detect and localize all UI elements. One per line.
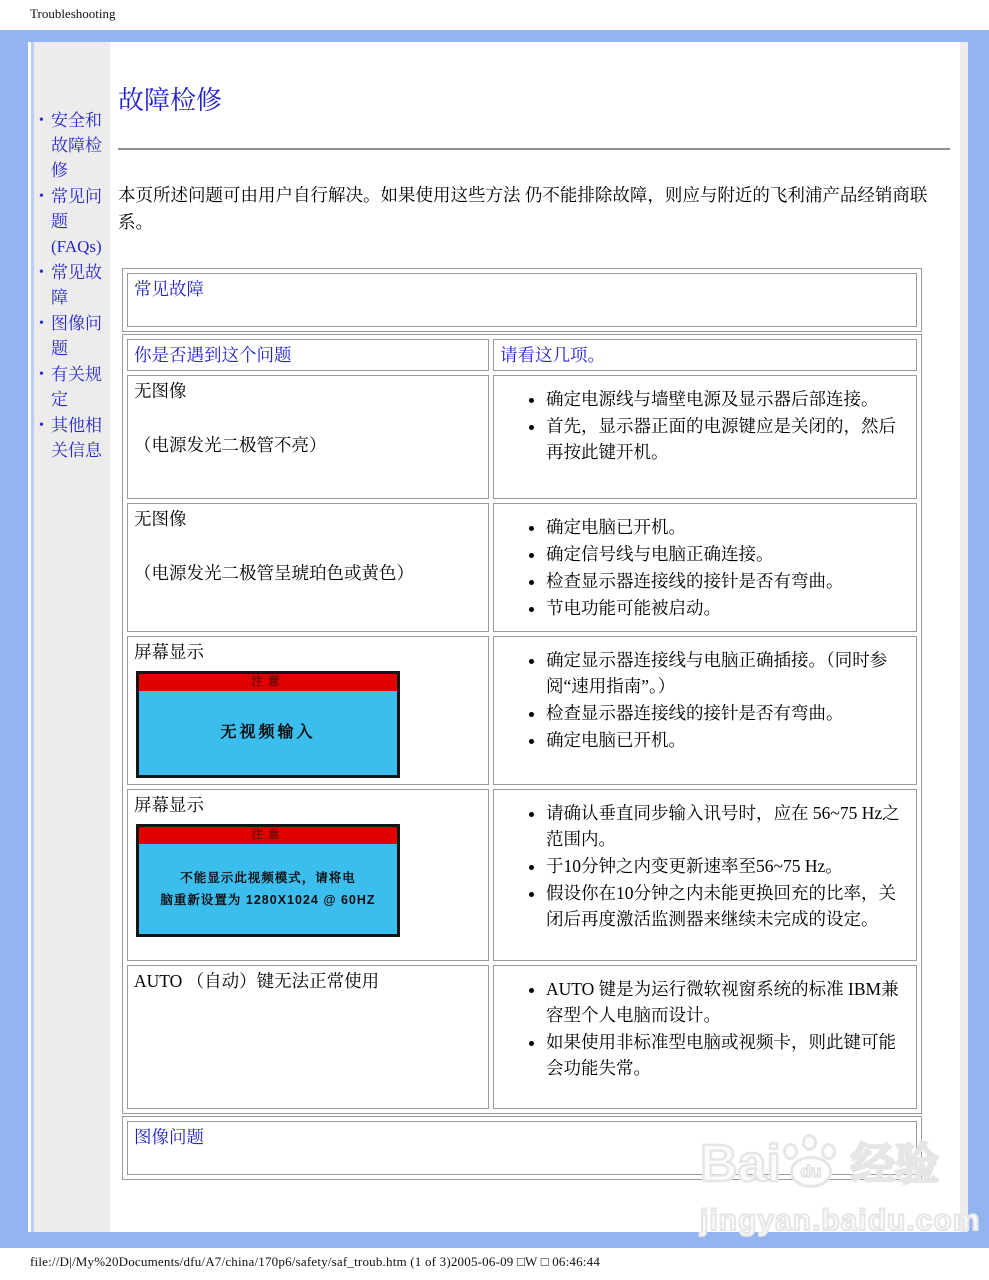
bullet-icon: • [39, 418, 44, 433]
table-row [127, 789, 917, 961]
problem-note: （电源发光二极管不亮） [134, 435, 327, 455]
solution-item: • 节电功能可能被启动。 [546, 595, 910, 621]
solutions-list [500, 800, 910, 932]
heading-divider [118, 148, 950, 150]
table-row [127, 273, 917, 327]
sidebar-item-5[interactable] [39, 413, 107, 463]
intro-paragraph: 本页所述问题可由用户自行解决。如果使用这些方法 仍不能排除故障，则应与附近的飞利浦产品经销商联系。 [118, 185, 928, 232]
page-title: 故障检修 [118, 86, 223, 115]
sidebar-item-3[interactable] [39, 311, 107, 361]
solution-item: • 确定信号线与电脑正确连接。 [546, 541, 910, 567]
solutions-list [500, 514, 910, 621]
solutions-cell [493, 503, 917, 632]
bullet-icon: • [39, 189, 44, 204]
solutions-list [500, 976, 910, 1081]
solution-item: • 检查显示器连接线的接针是否有弯曲。 [546, 700, 910, 726]
problem-cell [127, 375, 489, 499]
manual-page [28, 42, 960, 1232]
table-header-row [127, 339, 917, 371]
osd-warning-title: 注意 [139, 674, 397, 691]
bullet-icon: • [39, 367, 44, 382]
sidebar-item-4[interactable] [39, 362, 107, 412]
solutions-cell [493, 789, 917, 961]
solution-item: • 首先，显示器正面的电源键应是关闭的，然后再按此键开机。 [546, 413, 910, 465]
problem-cell [127, 789, 489, 961]
sidebar-item-label: 有关规定 [51, 365, 102, 409]
solutions-cell [493, 375, 917, 499]
osd-warning-message: 无视频输入 [220, 724, 316, 741]
watermark-cn-text: 经验 [850, 1140, 939, 1189]
column-header-answer: 请看这几项。 [493, 339, 917, 371]
solution-item: • 请确认垂直同步输入讯号时，应在 56~75 Hz之范围内。 [546, 800, 910, 852]
watermark-du-text: du [800, 1162, 822, 1181]
bullet-icon: • [39, 316, 44, 331]
sidebar-nav [31, 42, 110, 1232]
faq-table-body [127, 339, 917, 1109]
solutions-list [500, 647, 910, 753]
page-right-margin [960, 42, 968, 1232]
next-section-title-cell: 图像问题 [127, 1121, 917, 1175]
osd-warning-image [136, 671, 400, 778]
problem-label: 无图像 [134, 381, 187, 401]
watermark-url: jingyan.baidu.com [700, 1204, 981, 1237]
footer-file-path: file://D|/My%20Documents/dfu/A7/china/170p6/safety/saf_troub.htm (1 of 3)2005-06-09 □W □ 06:46:44 [30, 1254, 601, 1269]
sidebar-item-1[interactable] [39, 184, 107, 259]
sidebar-item-label: 安全和故障检修 [51, 111, 102, 180]
solution-item: • 于10分钟之内变更新速率至56~75 Hz。 [546, 853, 910, 879]
faq-table [122, 334, 922, 1114]
solution-item: • AUTO 键是为运行微软视窗系统的标准 IBM兼容型个人电脑而设计。 [546, 976, 910, 1028]
sidebar-item-label: 图像问题 [51, 314, 102, 358]
problem-cell [127, 503, 489, 632]
table-row [127, 503, 917, 632]
solution-item: • 确定显示器连接线与电脑正确插接。（同时参阅“速用指南”。） [546, 647, 910, 699]
watermark-brand-text: Bai [700, 1135, 781, 1193]
title-bar [0, 0, 989, 30]
troubleshooting-tables [122, 268, 922, 1182]
solution-item: • 确定电脑已开机。 [546, 514, 910, 540]
problem-label: 屏幕显示 [134, 642, 204, 662]
problem-note: （电源发光二极管呈琥珀色或黄色） [134, 563, 414, 583]
solution-item: • 检查显示器连接线的接针是否有弯曲。 [546, 568, 910, 594]
problem-cell [127, 636, 489, 785]
sidebar-item-label: 常见故障 [51, 263, 102, 307]
osd-warning-title: 注意 [139, 827, 397, 844]
section-title-cell: 常见故障 [127, 273, 917, 327]
document-title: Troubleshooting [30, 6, 116, 21]
solution-item: • 如果使用非标准型电脑或视频卡，则此键可能会功能失常。 [546, 1029, 910, 1081]
column-header-question: 你是否遇到这个问题 [127, 339, 489, 371]
bullet-icon: • [39, 265, 44, 280]
table-row [127, 965, 917, 1109]
problem-label: 无图像 [134, 509, 187, 529]
osd-warning-message: 不能显示此视频模式，请将电 脑重新设置为 1280X1024 @ 60HZ [160, 871, 376, 907]
solutions-cell [493, 636, 917, 785]
sidebar-item-0[interactable] [39, 108, 107, 183]
bullet-icon: • [39, 113, 44, 128]
table-row [127, 1121, 917, 1175]
sidebar-item-2[interactable] [39, 260, 107, 310]
problem-label: AUTO （自动）键无法正常使用 [134, 971, 380, 991]
solutions-cell [493, 965, 917, 1109]
solution-item: • 确定电源线与墙壁电源及显示器后部连接。 [546, 386, 910, 412]
table-row [127, 375, 917, 499]
solution-item: • 确定电脑已开机。 [546, 727, 910, 753]
solutions-list [500, 386, 910, 465]
sidebar-item-label: 常见问题 (FAQs) [51, 187, 102, 256]
osd-warning-image [136, 824, 400, 937]
next-section-table [122, 1116, 922, 1180]
sidebar-item-label: 其他相关信息 [51, 416, 102, 460]
sidebar-list [34, 42, 110, 463]
problem-label: 屏幕显示 [134, 795, 204, 815]
solution-item: • 假设你在10分钟之内未能更换回充的比率，关闭后再度激活监测器来继续未完成的设定。 [546, 880, 910, 932]
table-row [127, 636, 917, 785]
section-header-table [122, 268, 922, 332]
problem-cell [127, 965, 489, 1109]
